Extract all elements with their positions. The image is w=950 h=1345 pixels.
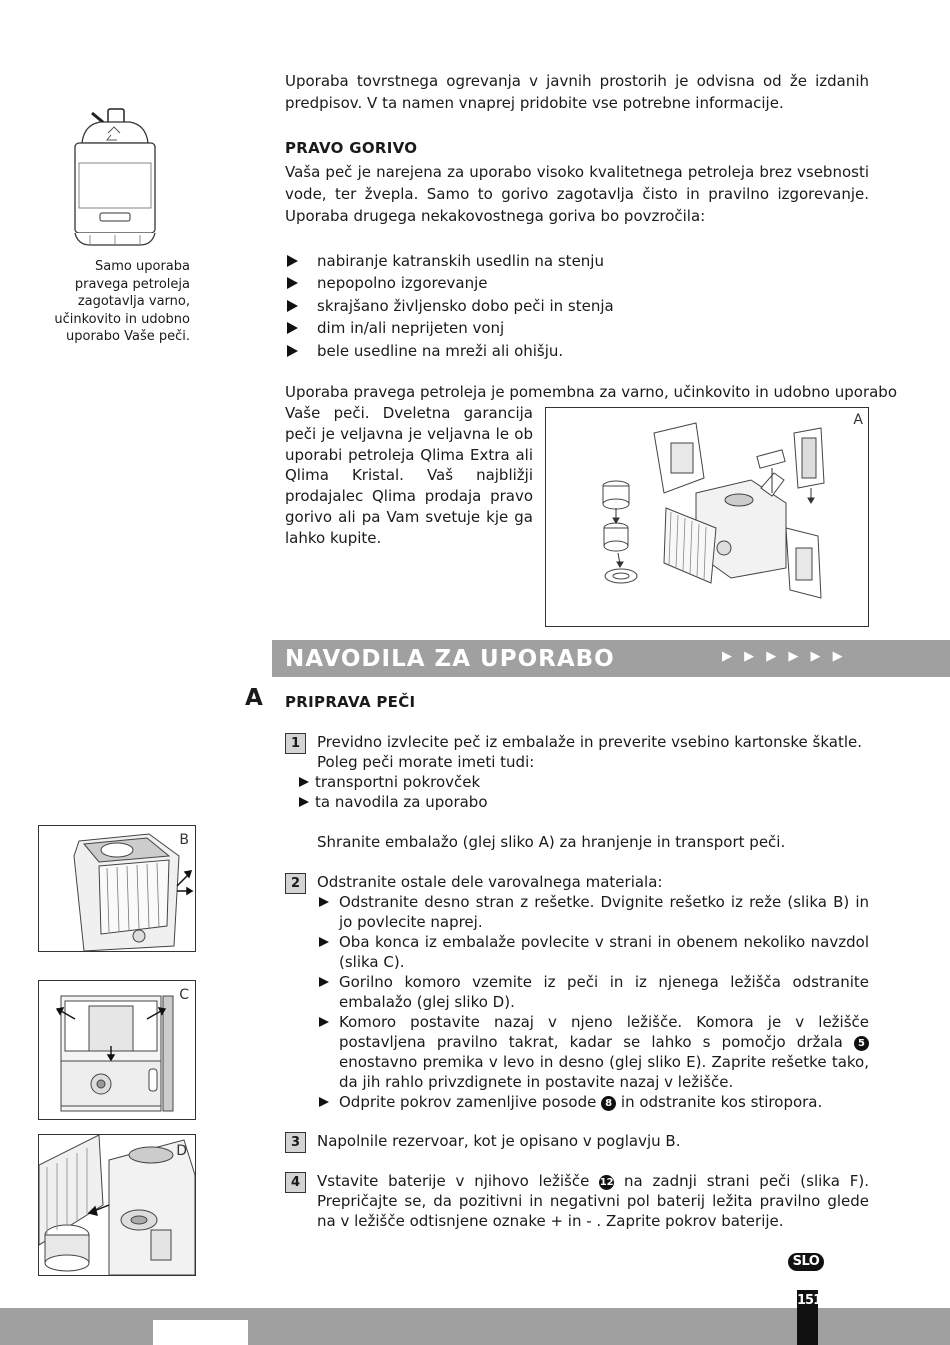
- language-badge: SLO: [788, 1253, 824, 1271]
- step-4-a: Vstavite baterije v njihovo ležišče: [317, 1172, 590, 1190]
- step-number-4: 4: [285, 1172, 306, 1193]
- list-item: ta navodila za uporabo: [297, 792, 869, 812]
- part-number-badge: 12: [599, 1177, 614, 1188]
- list-item: [317, 1012, 869, 1092]
- step-number-2: 2: [285, 873, 306, 894]
- list-item: [317, 1092, 869, 1112]
- step-1-line2: Poleg peči morate imeti tudi:: [317, 753, 535, 771]
- packaging-removal-drawing: [39, 981, 195, 1119]
- kerosene-jerrycan-illustration: [70, 105, 160, 250]
- intro-paragraph: Uporaba tovrstnega ogrevanja v javnih prostorih je odvisna od že izdanih predpisov. V ta namen vnaprej pridobite vse potrebne informacije.: [285, 72, 869, 112]
- step-2-line: Odstranite ostale dele varovalnega materiala:: [317, 873, 663, 891]
- step-number-1: 1: [285, 733, 306, 754]
- fuel-paragraph: Vaša peč je narejena za uporabo visoko kvalitetnega petroleja brez vsebnosti vode, ter žvepla. Samo to gorivo zagotavlja čisto in pravilno izgorevanje. Uporaba drugega nekakovostnega goriva bo povzročila:: [285, 163, 869, 225]
- figure-c-packaging-removal: [38, 980, 196, 1120]
- jerrycan-caption: Samo uporaba pravega petroleja zagotavlja varno, učinkovito in udobno uporabo Vaše peči.: [54, 259, 190, 345]
- step-2-items: [317, 892, 869, 1112]
- part-number-badge: 5: [854, 1036, 869, 1051]
- subsection-letter: A: [245, 685, 263, 711]
- list-item: bele usedline na mreži ali ohišju.: [285, 340, 869, 362]
- burner-chamber-drawing: [39, 1135, 195, 1275]
- step-1-items: [297, 772, 869, 812]
- step-4-b: na zadnji strani peči (slika F). Prepričajte se, da pozitivni in negativni pol baterij ležita pravilno glede na v ležišče odtisnjene oznake + in - . Zaprite pokrov baterije.: [317, 1172, 869, 1230]
- list-item: Odstranite desno stran z rešetke. Dvignite rešetko iz reže (slika B) in jo povlecite naprej.: [317, 892, 869, 932]
- fuel-heading: PRAVO GORIVO: [285, 139, 418, 157]
- grille-removal-drawing: [39, 826, 195, 951]
- step-1-line: Previdno izvlecite peč iz embalaže in preverite vsebino kartonske škatle.: [317, 733, 863, 751]
- step-2-text: [317, 872, 869, 1112]
- page-number: 151: [797, 1290, 818, 1345]
- step-4-text: [317, 1171, 869, 1231]
- part-number-badge: 8: [601, 1096, 616, 1111]
- footer-white-box: [153, 1320, 248, 1345]
- list-item: transportni pokrovček: [297, 772, 869, 792]
- step-2-item5-a: Odprite pokrov zamenljive posode: [339, 1093, 597, 1111]
- section-arrows: ▶ ▶ ▶ ▶ ▶ ▶: [722, 649, 847, 664]
- fuel-problem-list: [285, 250, 869, 362]
- list-item: Gorilno komoro vzemite iz peči in iz njenega ležišča odstranite embalažo (glej sliko D).: [317, 972, 869, 1012]
- list-item: dim in/ali neprijeten vonj: [285, 317, 869, 339]
- fuel-paragraph-2: Vaše peči. Dveletna garancija peči je veljavna je veljavna le ob uporabi petroleja Qlima Extra ali Qlima Kristal. Vaš najbližji prodajalec Qlima prodaja pravo gorivo ali pa Vam svetuje kje ga lahko kupite.: [285, 404, 533, 547]
- step-2-item4-a: Komoro postavite nazaj v njeno ležišče. Komora je v ležišče postavljena pravilno takrat, kadar se lahko s pomočjo držala: [339, 1013, 869, 1051]
- figure-label: B: [179, 832, 189, 848]
- list-item: nepopolno izgorevanje: [285, 272, 869, 294]
- step-number-3: 3: [285, 1132, 306, 1153]
- figure-label: C: [179, 987, 189, 1003]
- step-1-text: [317, 732, 869, 852]
- list-item: nabiranje katranskih usedlin na stenju: [285, 250, 869, 272]
- exploded-heater-drawing: [546, 408, 868, 626]
- figure-a-exploded-view: [545, 407, 869, 627]
- step-2-item5-b: in odstranite kos stiropora.: [620, 1093, 823, 1111]
- subsection-heading: PRIPRAVA PEČI: [285, 693, 416, 711]
- fuel-paragraph-2-line1: Uporaba pravega petroleja je pomembna za varno, učinkovito in udobno uporabo: [285, 383, 897, 401]
- list-item: Oba konca iz embalaže povlecite v strani in obenem nekoliko navzdol (slika C).: [317, 932, 869, 972]
- step-2-item4-b: enostavno premika v levo in desno (glej sliko E). Zaprite rešetke tako, da jih rahlo privzdignete in postavite nazaj v ležišče.: [339, 1053, 869, 1091]
- figure-d-burner-chamber: [38, 1134, 196, 1276]
- figure-label: A: [853, 412, 863, 428]
- step-1-note: Shranite embalažo (glej sliko A) za hranjenje in transport peči.: [317, 833, 786, 851]
- section-title: NAVODILA ZA UPORABO: [285, 646, 615, 672]
- list-item: skrajšano življensko dobo peči in stenja: [285, 295, 869, 317]
- figure-b-grille-removal: [38, 825, 196, 952]
- step-3-text: Napolnile rezervoar, kot je opisano v poglavju B.: [317, 1132, 681, 1150]
- figure-label: D: [176, 1143, 187, 1159]
